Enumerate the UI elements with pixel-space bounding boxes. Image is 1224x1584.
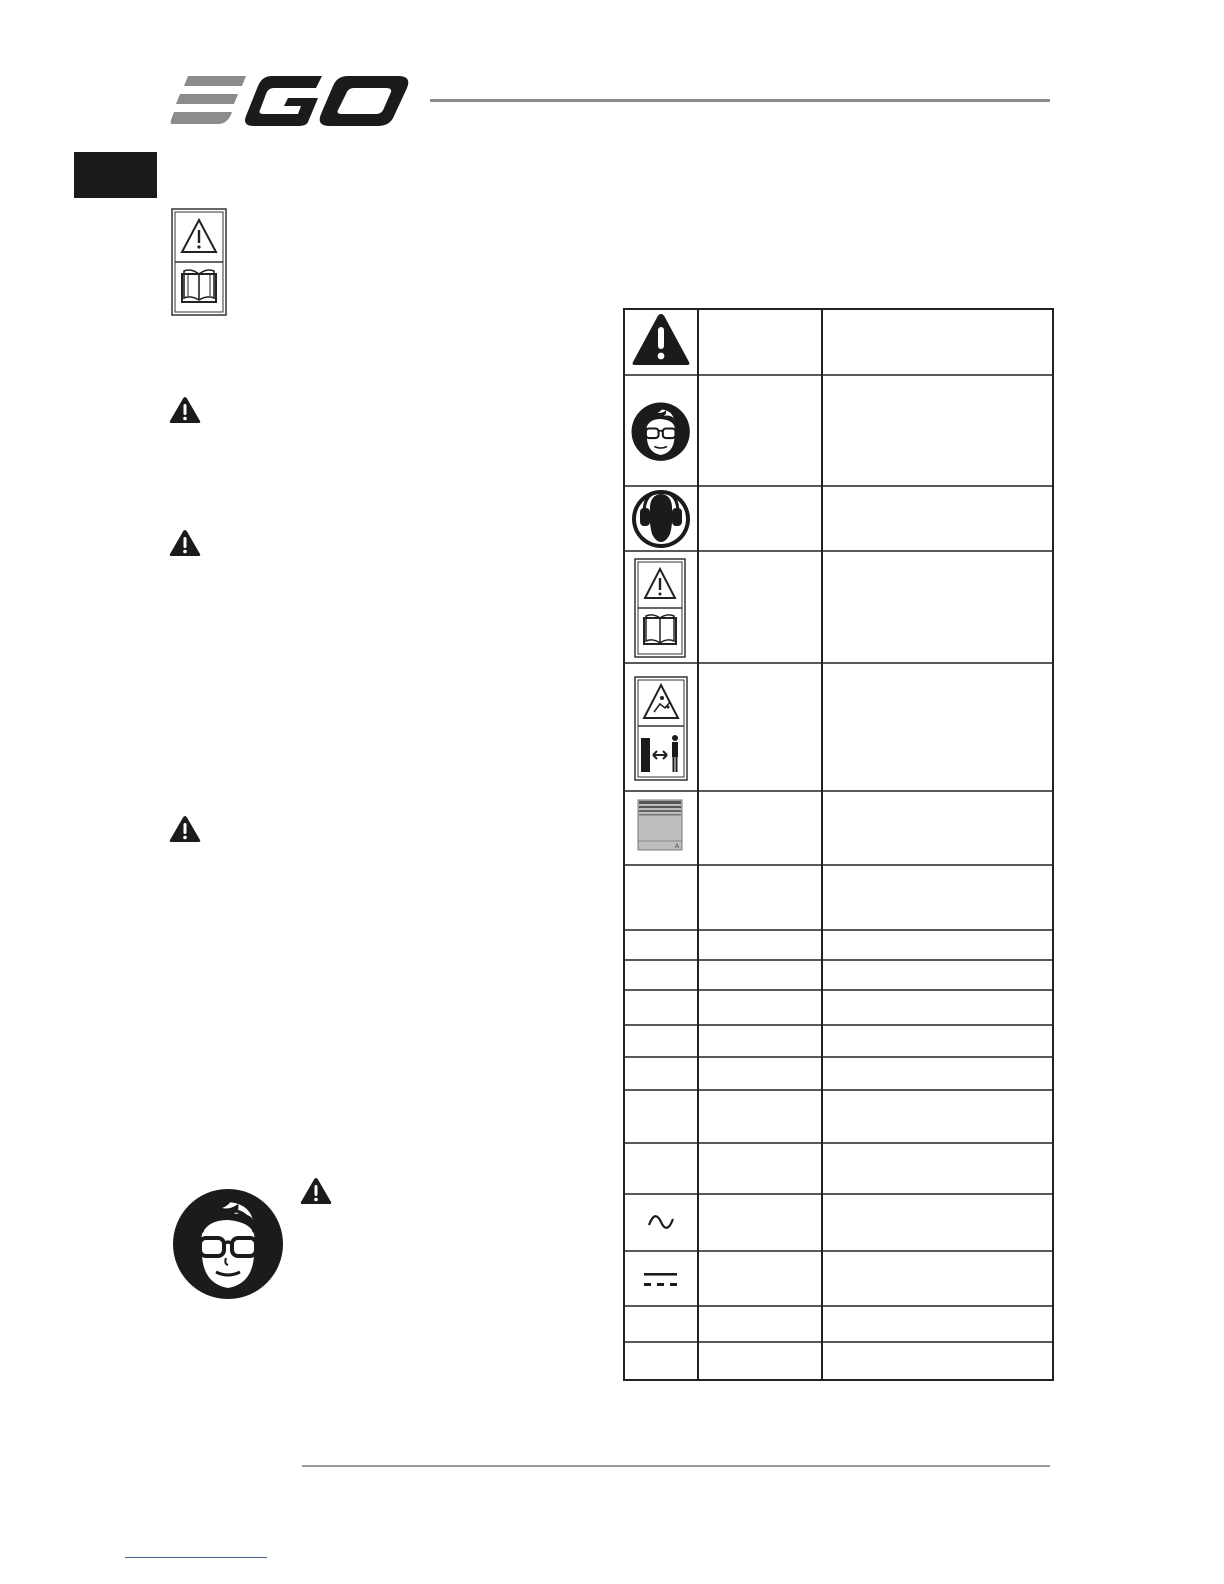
- ear-protection-icon: [632, 490, 690, 548]
- language-tab: [74, 152, 157, 198]
- header-rule: [430, 99, 1050, 102]
- footer-rule: [302, 1465, 1050, 1467]
- svg-text:A: A: [675, 844, 680, 850]
- alternating-current-icon: [649, 1216, 673, 1228]
- read-manual-icon: [635, 559, 685, 657]
- ego-logo: [170, 72, 410, 128]
- safety-alert-icon: [169, 815, 201, 843]
- sound-power-label-icon: [638, 800, 682, 850]
- safety-alert-icon: [169, 529, 201, 557]
- eye-protection-icon: [172, 1188, 284, 1300]
- direct-current-icon: [644, 1273, 677, 1286]
- safety-alert-icon: [169, 396, 201, 424]
- safety-alert-icon: [633, 314, 690, 365]
- eye-protection-icon: [632, 403, 690, 461]
- safety-alert-icon: [300, 1177, 332, 1205]
- footer-link-underline[interactable]: [125, 1557, 267, 1558]
- read-manual-icon: [171, 208, 227, 316]
- symbols-table: [623, 308, 1054, 1381]
- thrown-objects-icon: [635, 677, 687, 780]
